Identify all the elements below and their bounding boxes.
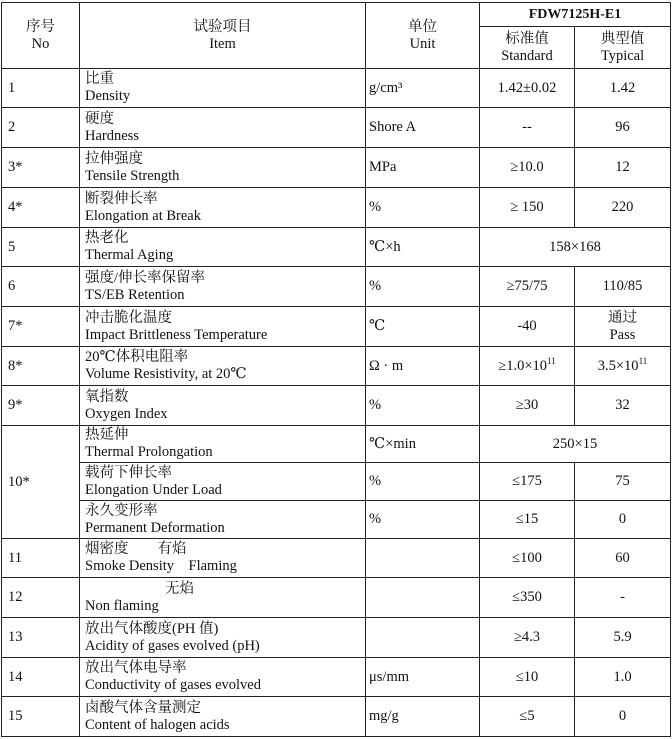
table-row [2,658,671,697]
item-zh: 放出气体酸度(PH 值) [85,620,219,637]
table-row [2,148,671,188]
item-cell [80,108,366,148]
item-en: Acidity of gases evolved (pH) [85,637,260,654]
item-zh: 无焰 [165,580,194,597]
item-en: Elongation at Break [85,207,201,224]
item-en: Conductivity of gases evolved [85,677,261,693]
row-number: 4* [2,188,80,228]
header-standard-zh: 标准值 [505,30,549,47]
header-no-zh: 序号 [26,18,55,35]
item-zh: 断裂伸长率 [85,190,158,207]
typical-en: Pass [609,326,636,343]
typical-cell: 110/85 [575,267,671,307]
item-zh: 强度/伸长率保留率 [85,269,206,286]
unit-cell: mg/g [366,697,480,737]
unit-cell: % [366,386,480,426]
unit-cell: MPa [366,148,480,188]
unit-cell [366,539,480,578]
standard-cell: ≤175 [480,463,575,501]
item-cell [80,501,366,539]
typical-cell: 1.0 [575,658,671,697]
item-en: Content of halogen acids [85,716,230,733]
row-number: 7* [2,307,80,347]
item-en: Permanent Deformation [85,519,225,536]
item-zh: 烟密度 有焰 [85,541,187,557]
item-en: Oxygen Index [85,405,168,422]
table-row [2,697,671,737]
standard-cell: ≤350 [480,578,575,618]
unit-cell: g/cm³ [366,69,480,108]
item-cell [80,307,366,347]
item-cell [80,618,366,658]
item-en: Thermal Prolongation [85,444,213,460]
typical-cell: 5.9 [575,618,671,658]
unit-cell: μs/mm [366,658,480,697]
item-cell [80,578,366,618]
table-row [2,347,671,386]
typical-cell: 0 [575,697,671,737]
unit-cell: ℃ [366,307,480,347]
header-no-en: No [31,35,50,52]
typical-zh: 通过 [608,309,637,326]
standard-cell: -- [480,108,575,148]
table-row [2,463,671,501]
item-cell [80,463,366,501]
typical-cell: 96 [575,108,671,148]
item-en: Non flaming [85,597,159,614]
header-unit-zh: 单位 [408,18,437,35]
item-cell [80,426,366,463]
item-zh: 放出气体电导率 [85,660,187,676]
standard-cell: ≥4.3 [480,618,575,658]
header-unit [366,3,480,69]
item-en: Volume Resistivity, at 20℃ [85,366,247,382]
item-cell [80,539,366,578]
item-en: Impact Brittleness Temperature [85,326,268,343]
row-number: 15 [2,697,80,737]
standard-cell: ≥30 [480,386,575,426]
table-row [2,501,671,539]
unit-cell: Shore A [366,108,480,148]
row-number: 2 [2,108,80,148]
item-en: Hardness [85,127,139,144]
typical-cell: 0 [575,501,671,539]
standard-cell: ≥75/75 [480,267,575,307]
unit-cell: % [366,267,480,307]
typical-cell: - [575,578,671,618]
item-en: TS/EB Retention [85,286,185,303]
item-zh: 氧指数 [85,388,129,405]
typical-cell [575,307,671,347]
item-cell [80,148,366,188]
standard-base: ≥1.0×10 [498,357,548,374]
item-zh: 20℃体积电阻率 [85,349,189,365]
item-cell [80,267,366,307]
merged-value-cell: 250×15 [480,426,671,463]
typical-cell: 12 [575,148,671,188]
item-cell [80,658,366,697]
header-standard [480,27,575,69]
row-number: 3* [2,148,80,188]
table-row [2,69,671,108]
item-zh: 冲击脆化温度 [85,309,172,326]
standard-cell: ≤15 [480,501,575,539]
item-en: Smoke Density Flaming [85,558,237,574]
typical-cell: 60 [575,539,671,578]
typical-cell: 32 [575,386,671,426]
table-row [2,618,671,658]
table-row [2,539,671,578]
header-product: FDW7125H-E1 [480,3,671,27]
standard-exp: 11 [547,355,556,366]
header-item-zh: 试验项目 [193,18,252,35]
properties-table [1,2,671,737]
row-number: 14 [2,658,80,697]
item-zh: 硬度 [85,110,114,127]
table-row [2,426,671,463]
header-typical [575,27,671,69]
typical-cell [575,347,671,386]
merged-value-cell: 158×168 [480,228,671,267]
header-standard-en: Standard [501,47,553,64]
item-en: Thermal Aging [85,247,174,263]
item-zh: 热延伸 [85,427,129,443]
row-number: 6 [2,267,80,307]
item-zh: 拉伸强度 [85,150,143,167]
item-zh: 载荷下伸长率 [85,464,172,481]
row-number: 5 [2,228,80,267]
row-number: 11 [2,539,80,578]
header-item [80,3,366,69]
unit-cell: % [366,188,480,228]
item-zh: 永久变形率 [85,502,158,519]
item-zh: 卤酸气体含量测定 [85,699,201,716]
standard-cell: 1.42±0.02 [480,69,575,108]
table-row [2,267,671,307]
typical-exp: 11 [638,355,648,366]
table-row [2,108,671,148]
standard-cell [480,347,575,386]
unit-cell: Ω · m [366,347,480,386]
item-en: Tensile Strength [85,167,180,184]
header-unit-en: Unit [409,35,436,52]
typical-cell: 220 [575,188,671,228]
standard-cell: ≥10.0 [480,148,575,188]
standard-cell: ≤100 [480,539,575,578]
table-row [2,228,671,267]
table-row [2,386,671,426]
row-number: 9* [2,386,80,426]
item-en: Elongation Under Load [85,481,222,498]
row-number: 10* [2,426,80,539]
header-typical-en: Typical [600,47,645,64]
table-row [2,188,671,228]
unit-cell: ℃×h [366,228,480,267]
item-cell [80,347,366,386]
standard-cell: ≤10 [480,658,575,697]
header-item-en: Item [209,35,236,52]
header-typical-zh: 典型值 [600,30,645,47]
typical-cell: 75 [575,463,671,501]
item-cell [80,386,366,426]
row-number: 1 [2,69,80,108]
standard-cell: ≤5 [480,697,575,737]
item-zh: 热老化 [85,230,129,246]
typical-cell: 1.42 [575,69,671,108]
row-number: 8* [2,347,80,386]
header-no [2,3,80,69]
item-cell [80,228,366,267]
unit-cell: % [366,463,480,501]
row-number: 12 [2,578,80,618]
unit-cell [366,618,480,658]
table-row [2,578,671,618]
typical-base: 3.5×10 [597,357,639,374]
unit-cell: % [366,501,480,539]
item-cell [80,188,366,228]
header-row-1 [2,3,671,27]
table-row [2,307,671,347]
item-zh: 比重 [85,71,114,87]
item-cell [80,697,366,737]
unit-cell [366,578,480,618]
item-en: Density [85,88,131,104]
item-cell [80,69,366,108]
standard-cell: -40 [480,307,575,347]
standard-cell: ≥ 150 [480,188,575,228]
unit-cell: ℃×min [366,426,480,463]
row-number: 13 [2,618,80,658]
